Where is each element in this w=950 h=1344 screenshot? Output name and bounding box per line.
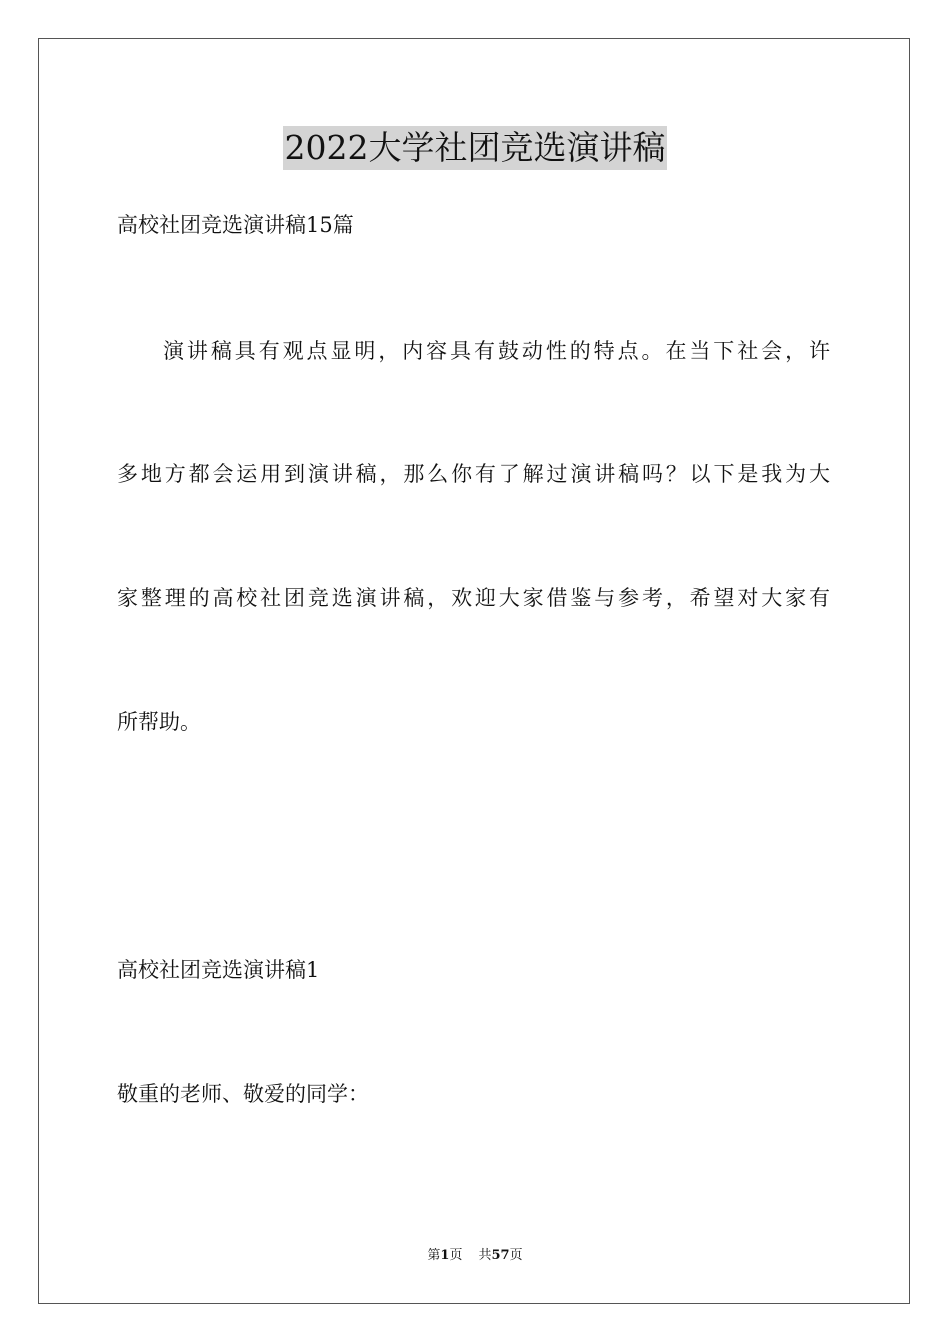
page-footer: [0, 1247, 950, 1265]
page-suffix: 页: [449, 1248, 463, 1263]
section-heading: 高校社团竞选演讲稿1: [117, 958, 320, 982]
document-subtitle: 高校社团竞选演讲稿15篇: [117, 213, 354, 237]
total-pages: 57: [491, 1248, 510, 1263]
document-title: 2022大学社团竞选演讲稿: [283, 126, 668, 170]
intro-line-4: 所帮助。: [117, 710, 201, 734]
salutation: 敬重的老师、敬爱的同学：: [117, 1082, 369, 1106]
total-suffix: 页: [509, 1248, 523, 1263]
title-container: [0, 126, 950, 170]
intro-line-2: 多地方都会运用到演讲稿，那么你有了解过演讲稿吗？以下是我为大: [117, 462, 830, 486]
intro-line-1: 演讲稿具有观点显明，内容具有鼓动性的特点。在当下社会，许: [163, 339, 830, 363]
intro-line-3: 家整理的高校社团竞选演讲稿，欢迎大家借鉴与参考，希望对大家有: [117, 586, 830, 610]
total-prefix: 共: [478, 1248, 492, 1263]
page-number: 1: [440, 1248, 450, 1263]
page-prefix: 第: [427, 1248, 441, 1263]
